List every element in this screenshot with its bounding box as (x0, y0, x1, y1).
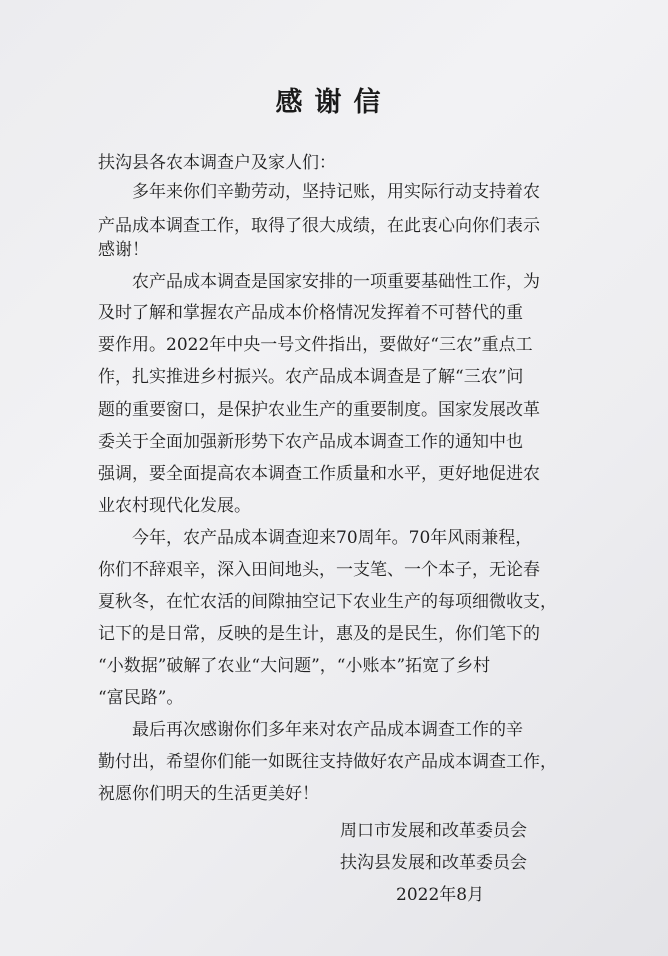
signature-date: 2022年8月 (396, 885, 485, 905)
body-line: 多年来你们辛勤劳动，坚持记账，用实际行动支持着农 (132, 182, 540, 202)
body-line: 最后再次感谢你们多年来对农产品成本调查工作的辛 (132, 720, 523, 740)
body-line: 你们不辞艰辛，深入田间地头，一支笔、一个本子，无论春 (98, 560, 540, 580)
body-line: 题的重要窗口，是保护农业生产的重要制度。国家发展改革 (98, 400, 540, 420)
body-line: 农产品成本调查是国家安排的一项重要基础性工作，为 (132, 272, 540, 292)
body-line: 产品成本调查工作，取得了很大成绩，在此衷心向你们表示 (98, 216, 540, 236)
signature-org-2: 扶沟县发展和改革委员会 (340, 853, 527, 873)
body-line: 祝愿你们明天的生活更美好！ (98, 784, 319, 804)
body-line: 记下的是日常，反映的是生计，惠及的是民生，你们笔下的 (98, 624, 540, 644)
body-line: 感谢！ (98, 240, 149, 260)
signature-org-1: 周口市发展和改革委员会 (340, 821, 527, 841)
body-line: 今年，农产品成本调查迎来70周年。70年风雨兼程， (132, 528, 533, 548)
body-line: 要作用。2022年中央一号文件指出，要做好“三农”重点工 (98, 335, 533, 355)
body-line: 勤付出，希望你们能一如既往支持做好农产品成本调查工作， (98, 752, 557, 772)
body-line: 业农村现代化发展。 (98, 496, 251, 516)
body-line: “小数据”破解了农业“大问题”，“小账本”拓宽了乡村 (98, 656, 491, 676)
body-line: 及时了解和掌握农产品成本价格情况发挥着不可替代的重 (98, 303, 523, 323)
body-line: 委关于全面加强新形势下农产品成本调查工作的通知中也 (98, 432, 523, 452)
body-line: 夏秋冬，在忙农活的间隙抽空记下农业生产的每项细微收支， (98, 592, 557, 612)
body-line: 作，扎实推进乡村振兴。农产品成本调查是了解“三农”问 (98, 367, 524, 387)
letter-title: 感谢信 (275, 87, 393, 118)
letter-greeting: 扶沟县各农本调查户及家人们： (98, 153, 336, 173)
body-line: “富民路”。 (98, 688, 184, 708)
body-line: 强调，要全面提高农本调查工作质量和水平，更好地促进农 (98, 464, 540, 484)
